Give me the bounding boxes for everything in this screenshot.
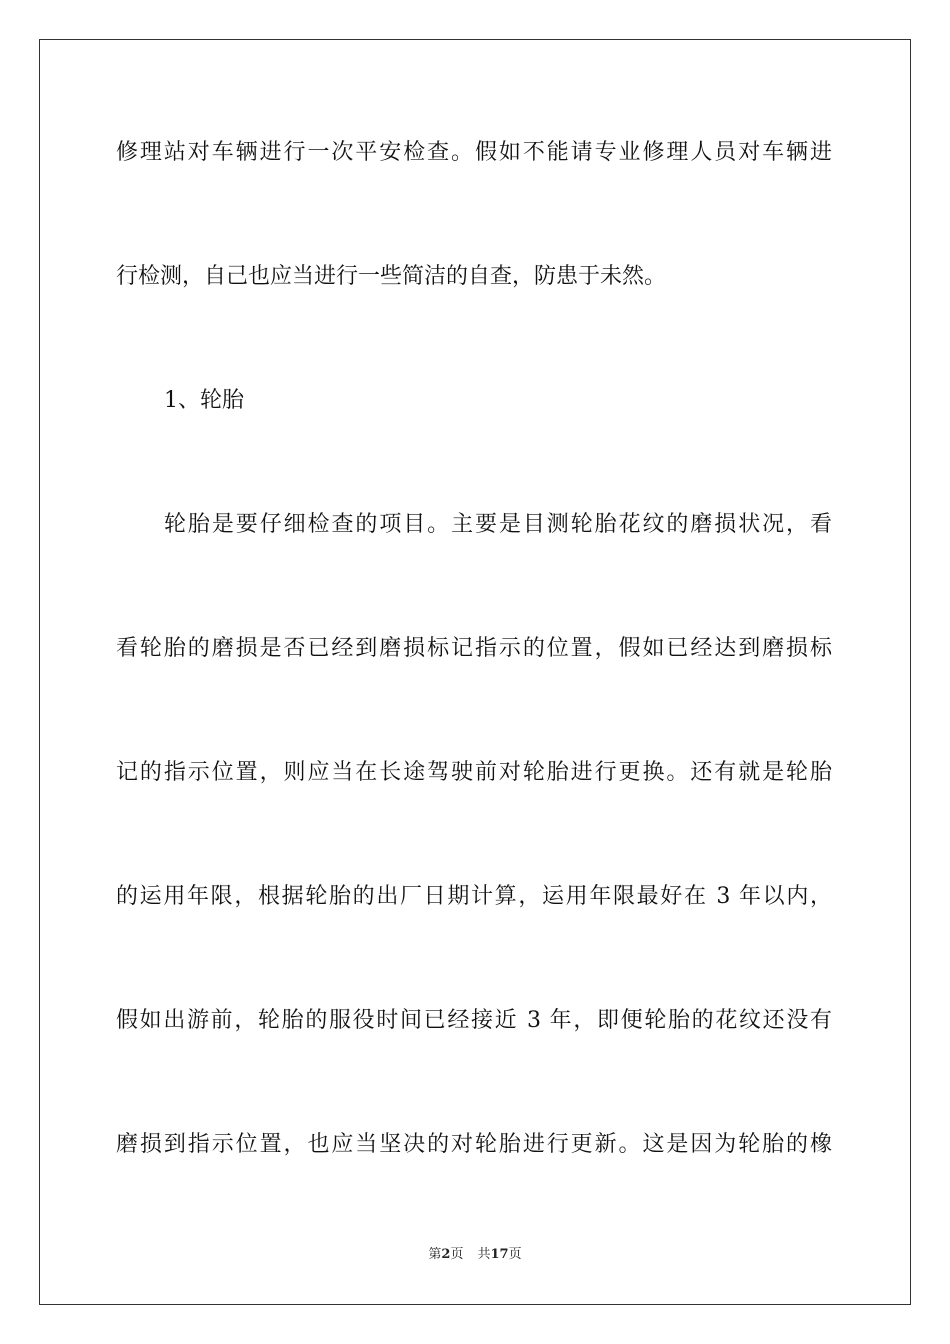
paragraph-line: 记的指示位置，则应当在长途驾驶前对轮胎进行更换。还有就是轮胎 xyxy=(116,760,832,785)
page-prefix: 第 xyxy=(428,1247,442,1262)
page-footer xyxy=(0,1246,950,1264)
section-heading: 1、轮胎 xyxy=(164,388,244,413)
paragraph-line: 的运用年限，根据轮胎的出厂日期计算，运用年限最好在 3 年以内， xyxy=(116,884,832,909)
paragraph-line: 轮胎是要仔细检查的项目。主要是目测轮胎花纹的磨损状况，看 xyxy=(164,512,832,537)
paragraph-line: 行检测，自己也应当进行一些简洁的自查，防患于未然。 xyxy=(116,264,667,289)
total-prefix: 共 xyxy=(477,1247,491,1262)
paragraph-line: 磨损到指示位置，也应当坚决的对轮胎进行更新。这是因为轮胎的橡 xyxy=(116,1132,832,1157)
paragraph-line: 修理站对车辆进行一次平安检查。假如不能请专业修理人员对车辆进 xyxy=(116,140,832,165)
page-number: 2 xyxy=(441,1247,451,1262)
page-border xyxy=(39,39,911,1305)
paragraph-line: 假如出游前，轮胎的服役时间已经接近 3 年，即便轮胎的花纹还没有 xyxy=(116,1008,832,1033)
page-suffix: 页 xyxy=(450,1247,464,1262)
total-suffix: 页 xyxy=(508,1247,522,1262)
total-pages: 17 xyxy=(490,1247,509,1262)
paragraph-line: 看轮胎的磨损是否已经到磨损标记指示的位置，假如已经达到磨损标 xyxy=(116,636,832,661)
